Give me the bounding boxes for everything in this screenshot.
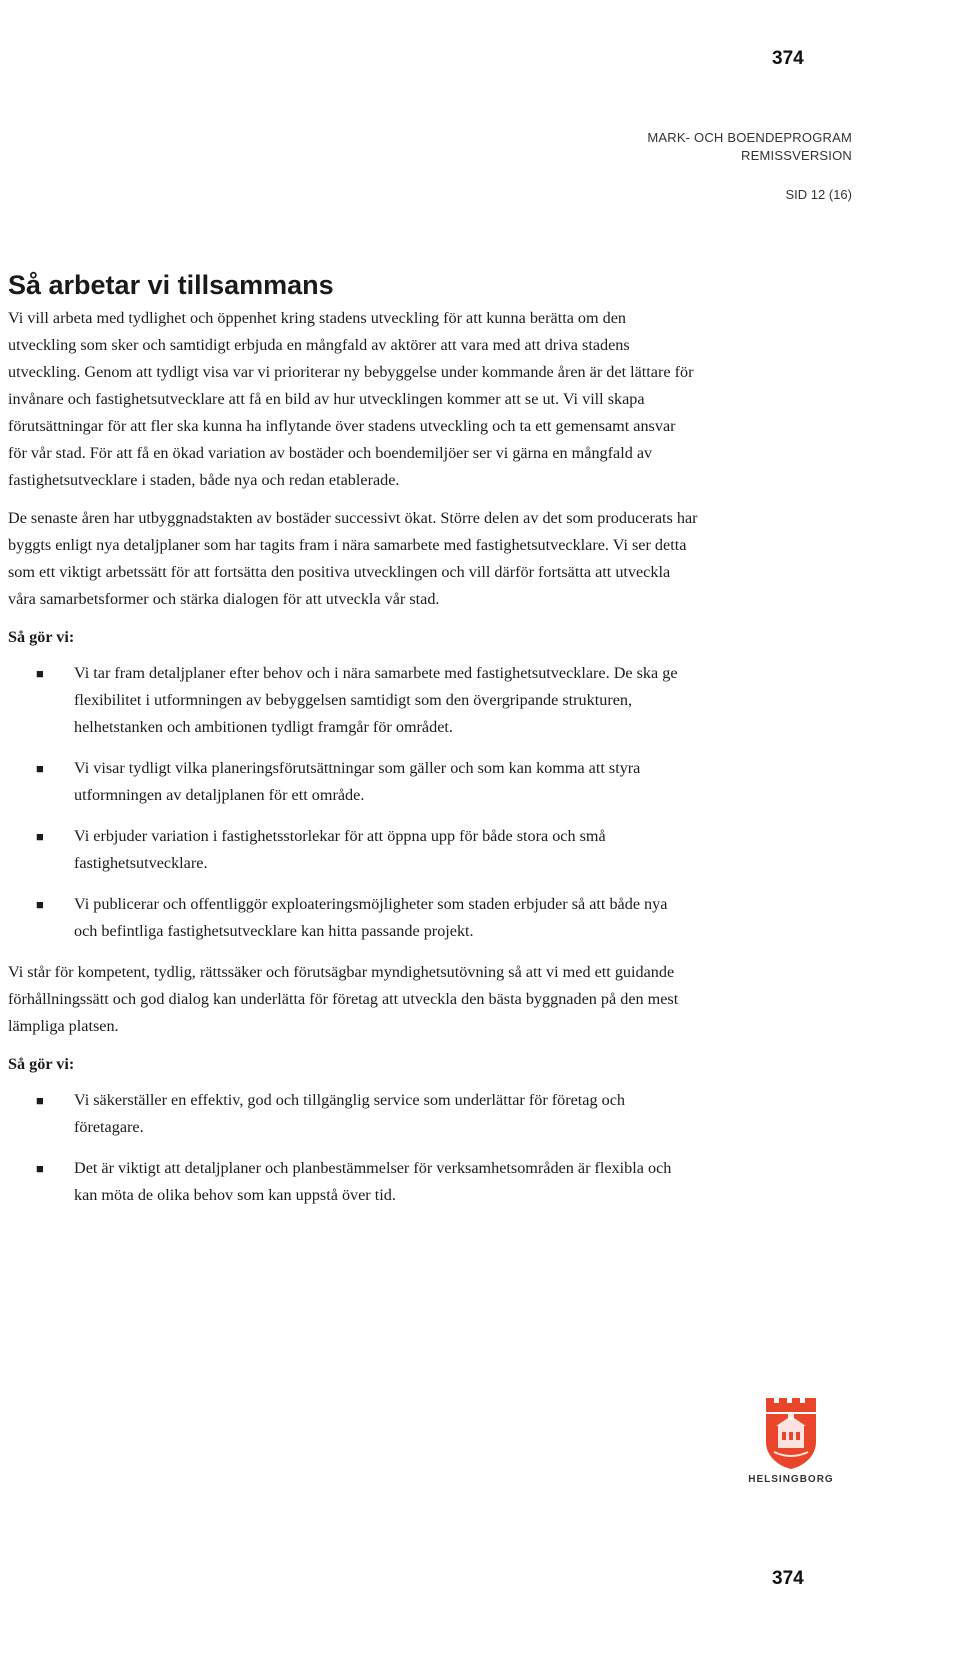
- list-item: ■ Vi visar tydligt vilka planeringsförutsättningar som gäller och som kan komma att styra utformningen av detaljplanen för ett område.: [8, 755, 684, 809]
- page-number-top: 374: [772, 48, 804, 69]
- page-title: Så arbetar vi tillsammans: [8, 270, 334, 300]
- list-item: ■ Det är viktigt att detaljplaner och planbestämmelser för verksamhetsområden är flexibla och kan möta de olika behov som kan uppstå över tid.: [8, 1155, 684, 1209]
- page-reference: SID 12 (16): [785, 187, 852, 202]
- paragraph-authority: Vi står för kompetent, tydlig, rättssäker och förutsägbar myndighetsutövning så att vi med ett guidande förhållningssätt och god dialog kan underlätta för företag att utveckla den bästa byggnaden på den mest lämpliga platsen.: [8, 963, 679, 1035]
- document-version: REMISSVERSION: [741, 148, 852, 163]
- paragraph-intro: Vi vill arbeta med tydlighet och öppenhet kring stadens utveckling för att kunna berätta om den utveckling som sker och samtidigt erbjuda en mångfald av aktörer att vara med att driva stadens utveckling. Genom att tydligt visa var vi prioriterar ny bebyggelse under kommande åren är det lättare för invånare och fastighetsutvecklare att få en bild av hur utvecklingen kommer att se ut. Vi vill skapa förutsättningar för att fler ska kunna ha inflytande över stadens utveckling och ta ett gemensamt ansvar för vår stad. För att få en ökad variation av bostäder och boendemiljöer ser vi gärna en mångfald av fastighetsutvecklare i staden, både nya och redan etablerade.: [8, 309, 694, 489]
- bullet-icon: ■: [36, 1161, 44, 1176]
- bullet-icon: ■: [36, 897, 44, 912]
- bullet-list-1: [8, 660, 698, 945]
- sub-heading-2: Så gör vi:: [8, 1055, 75, 1073]
- helsingborg-logo: [748, 1396, 834, 1485]
- paragraph-development: De senaste åren har utbyggnadstakten av bostäder successivt ökat. Större delen av det som producerats har byggts enligt nya detaljplaner som har tagits fram i nära samarbete med fastighetsutvecklare. Vi ser detta som ett viktigt arbetssätt för att fortsätta den positiva utvecklingen och vill därför fortsätta att utveckla våra samarbetsformer och stärka dialogen för att utveckla vår stad.: [8, 509, 698, 608]
- bullet-icon: ■: [36, 666, 44, 681]
- bullet-list-2: [8, 1087, 698, 1209]
- document-title: MARK- OCH BOENDEPROGRAM: [647, 130, 852, 145]
- coat-of-arms-icon: [764, 1396, 818, 1470]
- bullet-icon: ■: [36, 761, 44, 776]
- page-number-bottom: 374: [772, 1568, 804, 1589]
- sub-heading-1: Så gör vi:: [8, 628, 75, 646]
- list-item: ■ Vi tar fram detaljplaner efter behov och i nära samarbete med fastighetsutvecklare. De ska ge flexibilitet i utformningen av bebyggelsen samtidigt som den övergripande strukturen, helhetstanken och ambitionen tydligt framgår för området.: [8, 660, 684, 741]
- logo-text: HELSINGBORG: [748, 1474, 834, 1485]
- main-content: [8, 268, 698, 1223]
- list-item: ■ Vi publicerar och offentliggör exploateringsmöjligheter som staden erbjuder så att både nya och befintliga fastighetsutvecklare kan hitta passande projekt.: [8, 891, 684, 945]
- list-item: ■ Vi säkerställer en effektiv, god och tillgänglig service som underlättar för företag och företagare.: [8, 1087, 684, 1141]
- list-item: ■ Vi erbjuder variation i fastighetsstorlekar för att öppna upp för både stora och små fastighetsutvecklare.: [8, 823, 684, 877]
- bullet-icon: ■: [36, 1093, 44, 1108]
- document-header: [647, 129, 852, 165]
- bullet-icon: ■: [36, 829, 44, 844]
